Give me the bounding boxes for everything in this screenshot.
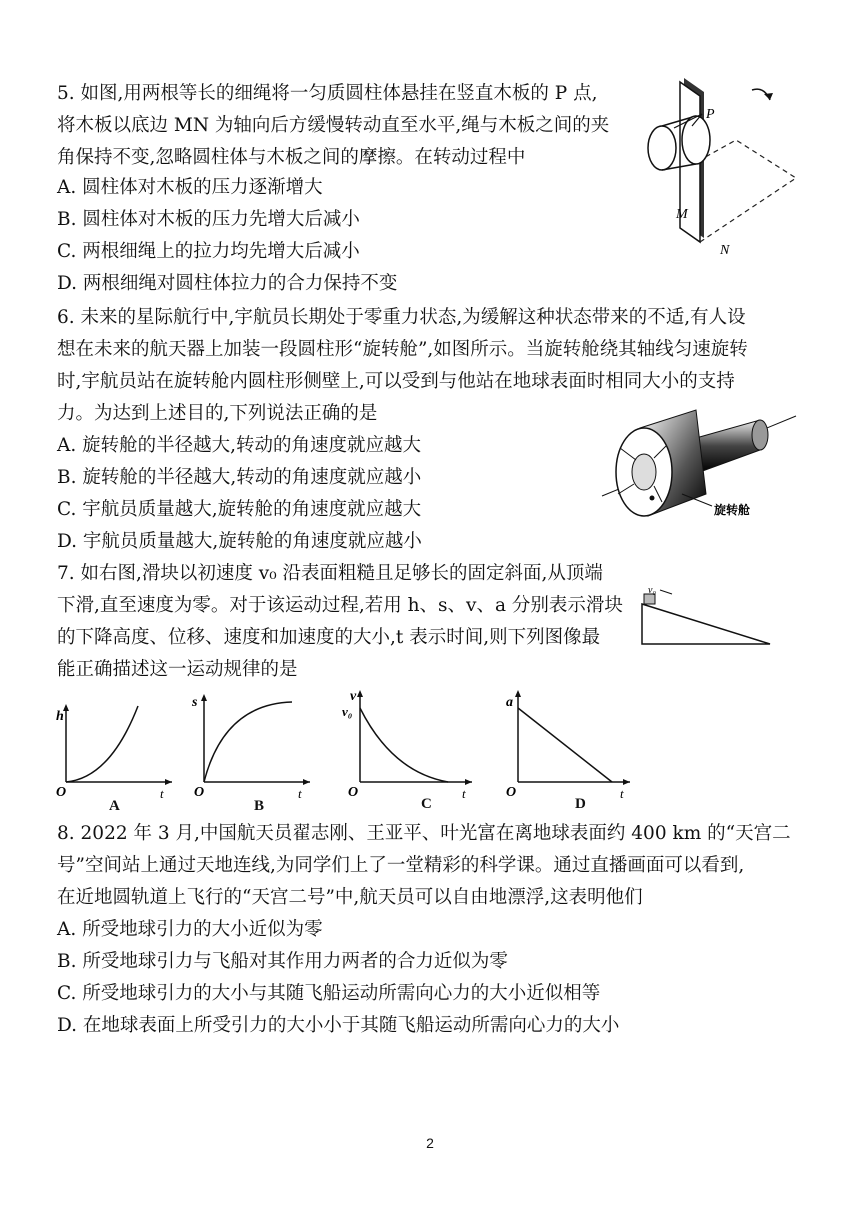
- v0-tick-label: v₀: [342, 704, 353, 719]
- incline: [642, 604, 770, 644]
- x-label: t: [620, 786, 624, 800]
- q8-option-c: C. 所受地球引力的大小与其随飞船运动所需向心力的大小近似相等: [57, 983, 601, 1004]
- q5-option-b: B. 圆柱体对木板的压力先增大后减小: [57, 209, 360, 230]
- curve-h-t: [66, 706, 138, 782]
- q8-option-d: D. 在地球表面上所受引力的大小小于其随飞船运动所需向心力的大小: [57, 1015, 620, 1036]
- v0-label: v₀: [648, 586, 656, 596]
- q6-stem-line-3: 时,宇航员站在旋转舱内圆柱形侧壁上,可以受到与他站在地球表面时相同大小的支持: [57, 371, 735, 392]
- q7-graph-d: [500, 686, 640, 800]
- hub-end: [752, 420, 768, 450]
- graph-c-caption: C: [421, 796, 432, 812]
- q8-option-b: B. 所受地球引力与飞船对其作用力两者的合力近似为零: [57, 951, 508, 972]
- q6-stem-line-4: 力。为达到上述目的,下列说法正确的是: [57, 403, 378, 424]
- origin-label: O: [348, 785, 359, 800]
- q5-option-a: A. 圆柱体对木板的压力逐渐增大: [57, 177, 323, 198]
- y-label: h: [56, 709, 64, 724]
- y-axis-arrow: [201, 694, 207, 701]
- graph-a-caption: A: [109, 798, 120, 814]
- q7-stem-line-2: 下滑,直至速度为零。对于该运动过程,若用 h、s、v、a 分别表示滑块: [57, 595, 623, 616]
- q5-option-d: D. 两根细绳对圆柱体拉力的合力保持不变: [57, 273, 398, 294]
- q5-board-figure: [640, 70, 810, 260]
- y-label: v: [350, 689, 357, 704]
- q8-stem-line-3: 在近地圆轨道上飞行的“天宫二号”中,航天员可以自由地漂浮,这表明他们: [57, 887, 643, 908]
- y-label: a: [506, 695, 513, 710]
- q5-stem-line-3: 角保持不变,忽略圆柱体与木板之间的摩擦。在转动过程中: [57, 147, 526, 168]
- origin-label: O: [194, 785, 205, 800]
- rotation-arrow-head: [764, 93, 773, 100]
- q6-option-c: C. 宇航员质量越大,旋转舱的角速度就应越大: [57, 499, 422, 520]
- q6-option-a: A. 旋转舱的半径越大,转动的角速度就应越大: [57, 435, 422, 456]
- q6-rotating-cabin-figure: [600, 398, 800, 533]
- x-label: t: [298, 786, 302, 800]
- q8-option-a: A. 所受地球引力的大小近似为零: [57, 919, 323, 940]
- q5-option-c: C. 两根细绳上的拉力均先增大后减小: [57, 241, 360, 262]
- label-m: M: [676, 207, 688, 222]
- q8-stem-line-1: 8. 2022 年 3 月,中国航天员翟志刚、王亚平、叶光富在离地球表面约 400 km 的“天宫二: [57, 823, 791, 844]
- q7-graph-a: [50, 700, 178, 800]
- cylinder-end-back: [648, 126, 676, 170]
- label-n: N: [720, 243, 730, 258]
- y-label: s: [192, 695, 198, 710]
- curve-v-t: [360, 708, 448, 782]
- q6-option-d: D. 宇航员质量越大,旋转舱的角速度就应越小: [57, 531, 422, 552]
- q7-stem-line-3: 的下降高度、位移、速度和加速度的大小,t 表示时间,则下列图像最: [57, 627, 601, 648]
- v0-arrow: [660, 590, 672, 594]
- origin-label: O: [506, 785, 517, 800]
- curve-s-t: [204, 702, 292, 782]
- q5-stem-line-1: 5. 如图,用两根等长的细绳将一匀质圆柱体悬挂在竖直木板的 P 点,: [57, 83, 598, 104]
- hub-cylinder: [696, 420, 760, 472]
- cylinder-end-front: [682, 116, 710, 164]
- y-axis-arrow: [515, 690, 521, 697]
- page-number: 2: [426, 1135, 434, 1151]
- rotating-cabin-label: 旋转舱: [714, 503, 751, 517]
- x-axis-arrow: [623, 779, 630, 785]
- q6-stem-line-1: 6. 未来的星际航行中,宇航员长期处于零重力状态,为缓解这种状态带来的不适,有人设: [57, 307, 746, 328]
- astronaut-mark: [650, 496, 655, 501]
- x-axis-arrow: [165, 779, 172, 785]
- q7-stem-line-1: 7. 如右图,滑块以初速度 v₀ 沿表面粗糙且足够长的固定斜面,从顶端: [57, 563, 603, 584]
- x-axis-arrow: [303, 779, 310, 785]
- line-a-t: [518, 708, 612, 782]
- q5-stem-line-2: 将木板以底边 MN 为轴向后方缓慢转动直至水平,绳与木板之间的夹: [57, 115, 610, 136]
- q8-stem-line-2: 号”空间站上通过天地连线,为同学们上了一堂精彩的科学课。通过直播画面可以看到,: [57, 855, 745, 876]
- y-axis-arrow: [357, 690, 363, 697]
- y-axis-arrow: [63, 704, 69, 711]
- label-p: P: [706, 107, 715, 122]
- q7-incline-figure: [636, 586, 776, 648]
- graph-d-caption: D: [575, 796, 586, 812]
- q6-stem-line-2: 想在未来的航天器上加装一段圆柱形“旋转舱”,如图所示。当旋转舱绕其轴线匀速旋转: [57, 339, 748, 360]
- graph-b-caption: B: [254, 798, 265, 814]
- origin-label: O: [56, 785, 67, 800]
- x-axis-arrow: [465, 779, 472, 785]
- x-label: t: [462, 786, 466, 800]
- q7-graph-c: [340, 686, 480, 800]
- x-label: t: [160, 786, 164, 800]
- q6-option-b: B. 旋转舱的半径越大,转动的角速度就应越小: [57, 467, 422, 488]
- q7-graph-b: [188, 690, 316, 800]
- board-rotated-dashed: [700, 140, 796, 242]
- q7-stem-line-4: 能正确描述这一运动规律的是: [57, 659, 298, 680]
